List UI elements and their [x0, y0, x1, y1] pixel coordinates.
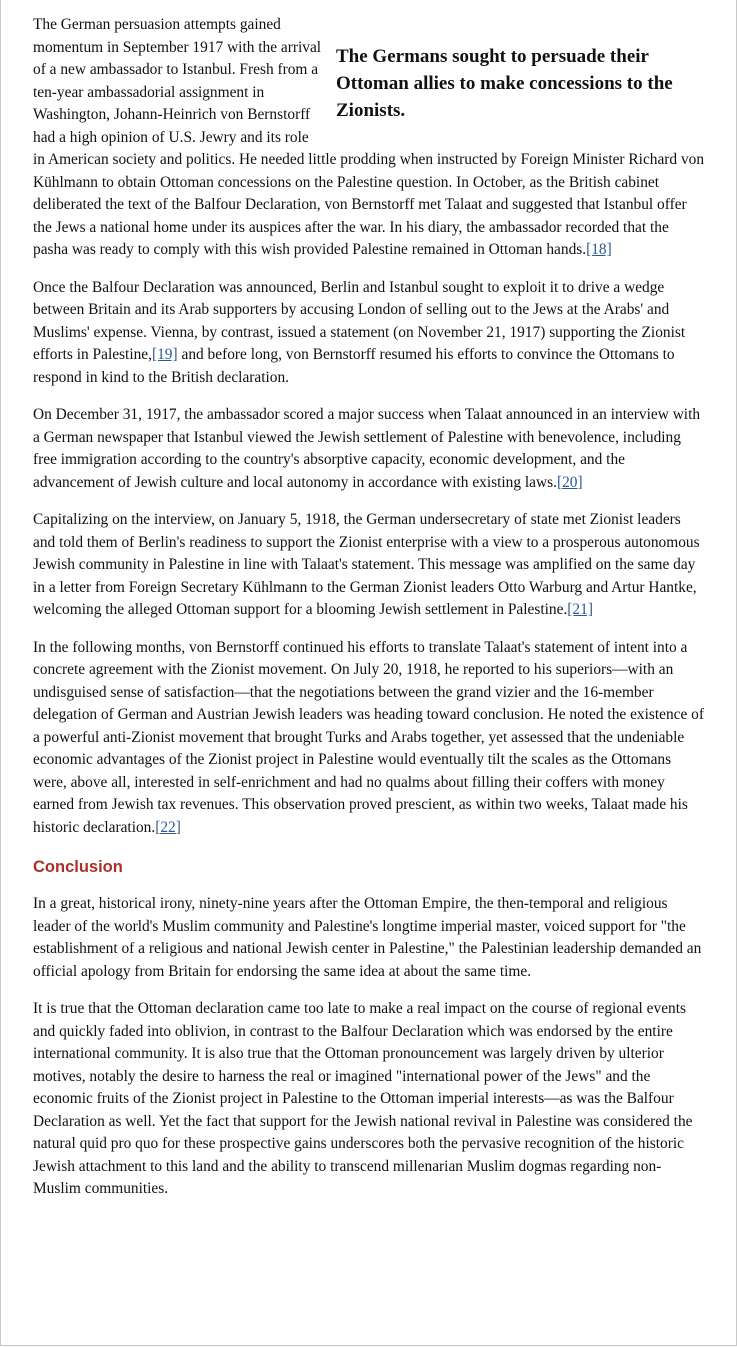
paragraph-text: In the following months, von Bernstorff continued his efforts to translate Talaat's statement of intent into a concrete agreement with the Zionist movement. On July 20, 1918, he reported to his superiors—with an undisguised sense of satisfaction—that the negotiations between the grand vizier and the 16-member delegation of German and Austrian Jewish leaders was heading toward conclusion. He noted the existence of a powerful anti-Zionist movement that brought Turks and Arabs together, yet assessed that the undeniable economic advantages of the Zionist project in Palestine would eventually tilt the scales as the Ottomans were, above all, interested in self-enrichment and had no qualms about filling their coffers with money earned from Jewish tax revenues. This observation proved prescient, as within two weeks, Talaat made his historic declaration.: [33, 638, 704, 836]
paragraph-negotiations: [33, 637, 706, 840]
article-body: [33, 14, 706, 1216]
paragraph-balfour-reaction: [33, 277, 706, 390]
paragraph-conclusion-summary: It is true that the Ottoman declaration came too late to make a real impact on the course of regional events and quickly faded into oblivion, in contrast to the Balfour Declaration which was endorsed by the entire international community. It is also true that the Ottoman pronouncement was largely driven by ulterior motives, notably the desire to harness the real or imagined "international power of the Jews" and the economic fruits of the Zionist project in Palestine to the Ottoman imperial interests—as was the Balfour Declaration as well. Yet the fact that support for the Jewish national revival in Palestine was considered the natural quid pro quo for these prospective gains underscores both the pervasive recognition of the historic Jewish attachment to this land and the ability to transcend millenarian Muslim dogmas regarding non-Muslim communities.: [33, 1000, 693, 1197]
conclusion-heading: Conclusion: [33, 858, 123, 876]
paragraph-text: On December 31, 1917, the ambassador scored a major success when Talaat announced in an interview with a German newspaper that Istanbul viewed the Jewish settlement of Palestine with benevolence, including free immigration according to the country's absorptive capacity, economic development, and the advancement of Jewish culture and local autonomy in accordance with existing laws.: [33, 406, 701, 491]
paragraph-talaat-interview: [33, 404, 706, 494]
paragraph-text: Capitalizing on the interview, on January 5, 1918, the German undersecretary of state met Zionist leaders and told them of Berlin's readiness to support the Zionist enterprise with a view to a prosperous autonomous Jewish community in Palestine in line with Talaat's statement. This message was amplified on the same day in a letter from Foreign Secretary Kühlmann to the German Zionist leaders Otto Warburg and Artur Hantke, welcoming the alleged Ottoman support for a blooming Jewish settlement in Palestine.: [33, 511, 700, 618]
paragraph-conclusion-irony: In a great, historical irony, ninety-nine years after the Ottoman Empire, the then-temporal and religious leader of the world's Muslim community and Palestine's longtime imperial master, voiced support for "the establishment of a religious and national Jewish center in Palestine," the Palestinian leadership demanded an official apology from Britain for endorsing the same idea at about the same time.: [33, 895, 702, 980]
paragraph-text: and before long, von Bernstorff resumed his efforts to convince the Ottomans to respond in kind to the British declaration.: [33, 346, 675, 386]
footnote-link-21[interactable]: [21]: [567, 601, 593, 618]
paragraph-text: The German persuasion attempts gained momentum in September 1917 with the arrival of a new ambassador to Istanbul. Fresh from a ten-year ambassadorial assignment in Washington, Johann-Heinrich von Bernstorff had a high opinion of U.S. Jewry and its role in American society and politics. He needed little prodding when instructed by Foreign Minister Richard von Kühlmann to obtain Ottoman concessions on the Palestine question. In October, as the British cabinet deliberated the text of the Balfour Declaration, von Bernstorff met Talaat and suggested that Istanbul offer the Jews a national home under its auspices after the war. In his diary, the ambassador recorded that the pasha was ready to comply with this wish provided Palestine remained in Ottoman hands.: [33, 16, 705, 258]
footnote-link-18[interactable]: [18]: [586, 241, 612, 258]
footnote-link-19[interactable]: [19]: [151, 346, 178, 363]
paragraph-bernstorff-arrival: [33, 14, 706, 262]
footnote-link-20[interactable]: [20]: [556, 473, 583, 491]
footnote-link-22[interactable]: [22]: [155, 818, 181, 836]
paragraph-text: Once the Balfour Declaration was announced, Berlin and Istanbul sought to exploit it to drive a wedge between Britain and its Arab supporters by accusing London of selling out to the Jews at the Arabs' and Muslims' expense. Vienna, by contrast, issued a statement (on November 21, 1917) supporting the Zionist efforts in Palestine,: [33, 278, 686, 363]
pull-quote: The Germans sought to persuade their Ottoman allies to make concessions to the Zionists.: [336, 46, 673, 121]
paragraph-january-meeting: [33, 509, 706, 622]
